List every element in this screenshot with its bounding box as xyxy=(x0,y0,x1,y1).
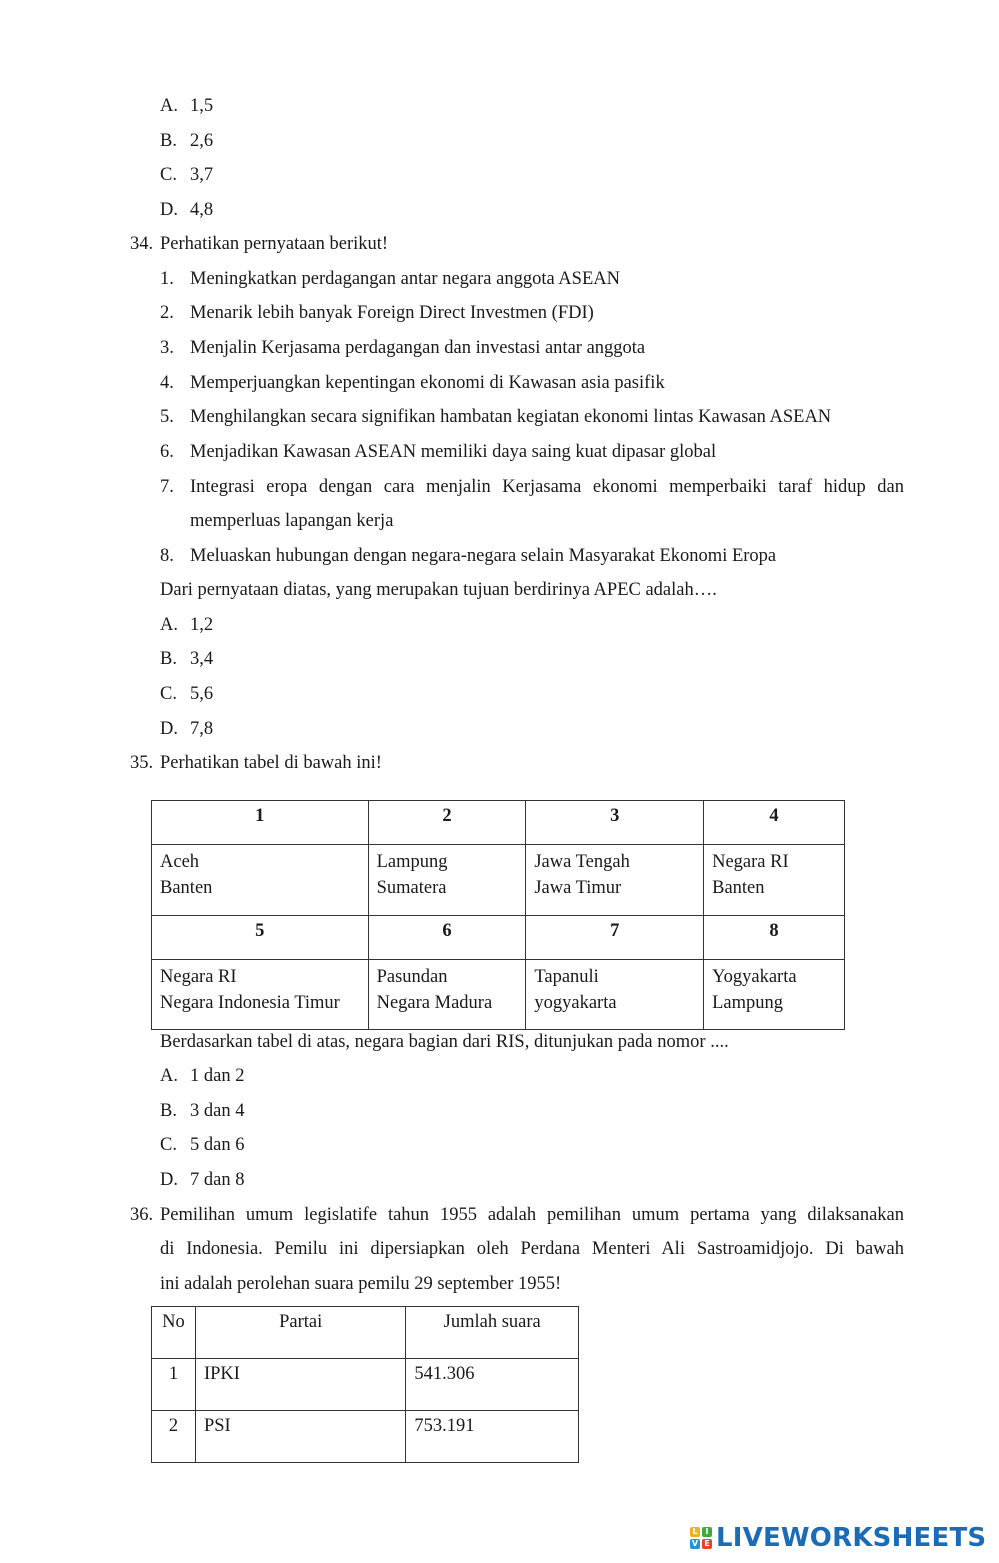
question-prompt: Perhatikan pernyataan berikut! xyxy=(160,234,389,254)
q36-paragraph-line-2: di Indonesia. Pemilu ini dipersiapkan oleh Perdana Menteri Ali Sastroamidjojo. Di bawah xyxy=(160,1239,904,1259)
brand-name: LIVEWORKSHEETS xyxy=(716,1523,987,1553)
table-cell-5: Negara RI Negara Indonesia Timur xyxy=(152,960,369,1030)
table-cell-6: Pasundan Negara Madura xyxy=(368,960,526,1030)
header-cell-2: 2 xyxy=(368,801,526,845)
table-cell-8: Yogyakarta Lampung xyxy=(704,960,845,1030)
table-cell-4: Negara RI Banten xyxy=(704,845,845,916)
cell-partai: IPKI xyxy=(195,1359,405,1411)
q36-paragraph-line-3: ini adalah perolehan suara pemilu 29 september 1955! xyxy=(160,1274,562,1294)
header-no: No xyxy=(152,1307,196,1359)
table-row xyxy=(152,1359,579,1411)
table-cell-7: Tapanuli yogyakarta xyxy=(526,960,704,1030)
question-prompt: Pemilihan umum legislatife tahun 1955 adalah pemilihan umum pertama yang dilaksanakan xyxy=(160,1205,904,1225)
q36-votes-table xyxy=(151,1306,579,1463)
table-header-row xyxy=(152,916,845,960)
table-row xyxy=(152,960,845,1030)
header-cell-6: 6 xyxy=(368,916,526,960)
header-cell-8: 8 xyxy=(704,916,845,960)
header-cell-4: 4 xyxy=(704,801,845,845)
q35-regions-table xyxy=(151,800,845,1030)
question-number: 36. xyxy=(130,1205,154,1225)
header-cell-3: 3 xyxy=(526,801,704,845)
header-jumlah-suara: Jumlah suara xyxy=(406,1307,579,1359)
cell-suara: 541.306 xyxy=(406,1359,579,1411)
cell-no: 2 xyxy=(152,1411,196,1463)
table-cell-1: Aceh Banten xyxy=(152,845,369,916)
question-prompt: Perhatikan tabel di bawah ini! xyxy=(160,753,382,773)
header-cell-7: 7 xyxy=(526,916,704,960)
header-cell-1: 1 xyxy=(152,801,369,845)
q34-question: Dari pernyataan diatas, yang merupakan tujuan berdirinya APEC adalah…. xyxy=(160,580,717,600)
liveworksheets-logo[interactable] xyxy=(690,1522,986,1554)
header-partai: Partai xyxy=(195,1307,405,1359)
cell-partai: PSI xyxy=(195,1411,405,1463)
table-header-row xyxy=(152,801,845,845)
table-header-row xyxy=(152,1307,579,1359)
cell-no: 1 xyxy=(152,1359,196,1411)
cell-suara: 753.191 xyxy=(406,1411,579,1463)
logo-mark-icon: L I V E xyxy=(690,1527,712,1549)
table-cell-2: Lampung Sumatera xyxy=(368,845,526,916)
q34-statement-7-continued: memperluas lapangan kerja xyxy=(190,511,394,531)
table-cell-3: Jawa Tengah Jawa Timur xyxy=(526,845,704,916)
question-number: 34. xyxy=(130,234,154,254)
q35-question: Berdasarkan tabel di atas, negara bagian dari RIS, ditunjukan pada nomor .... xyxy=(160,1032,729,1052)
table-row xyxy=(152,1411,579,1463)
table-row xyxy=(152,845,845,916)
question-number: 35. xyxy=(130,753,154,773)
header-cell-5: 5 xyxy=(152,916,369,960)
